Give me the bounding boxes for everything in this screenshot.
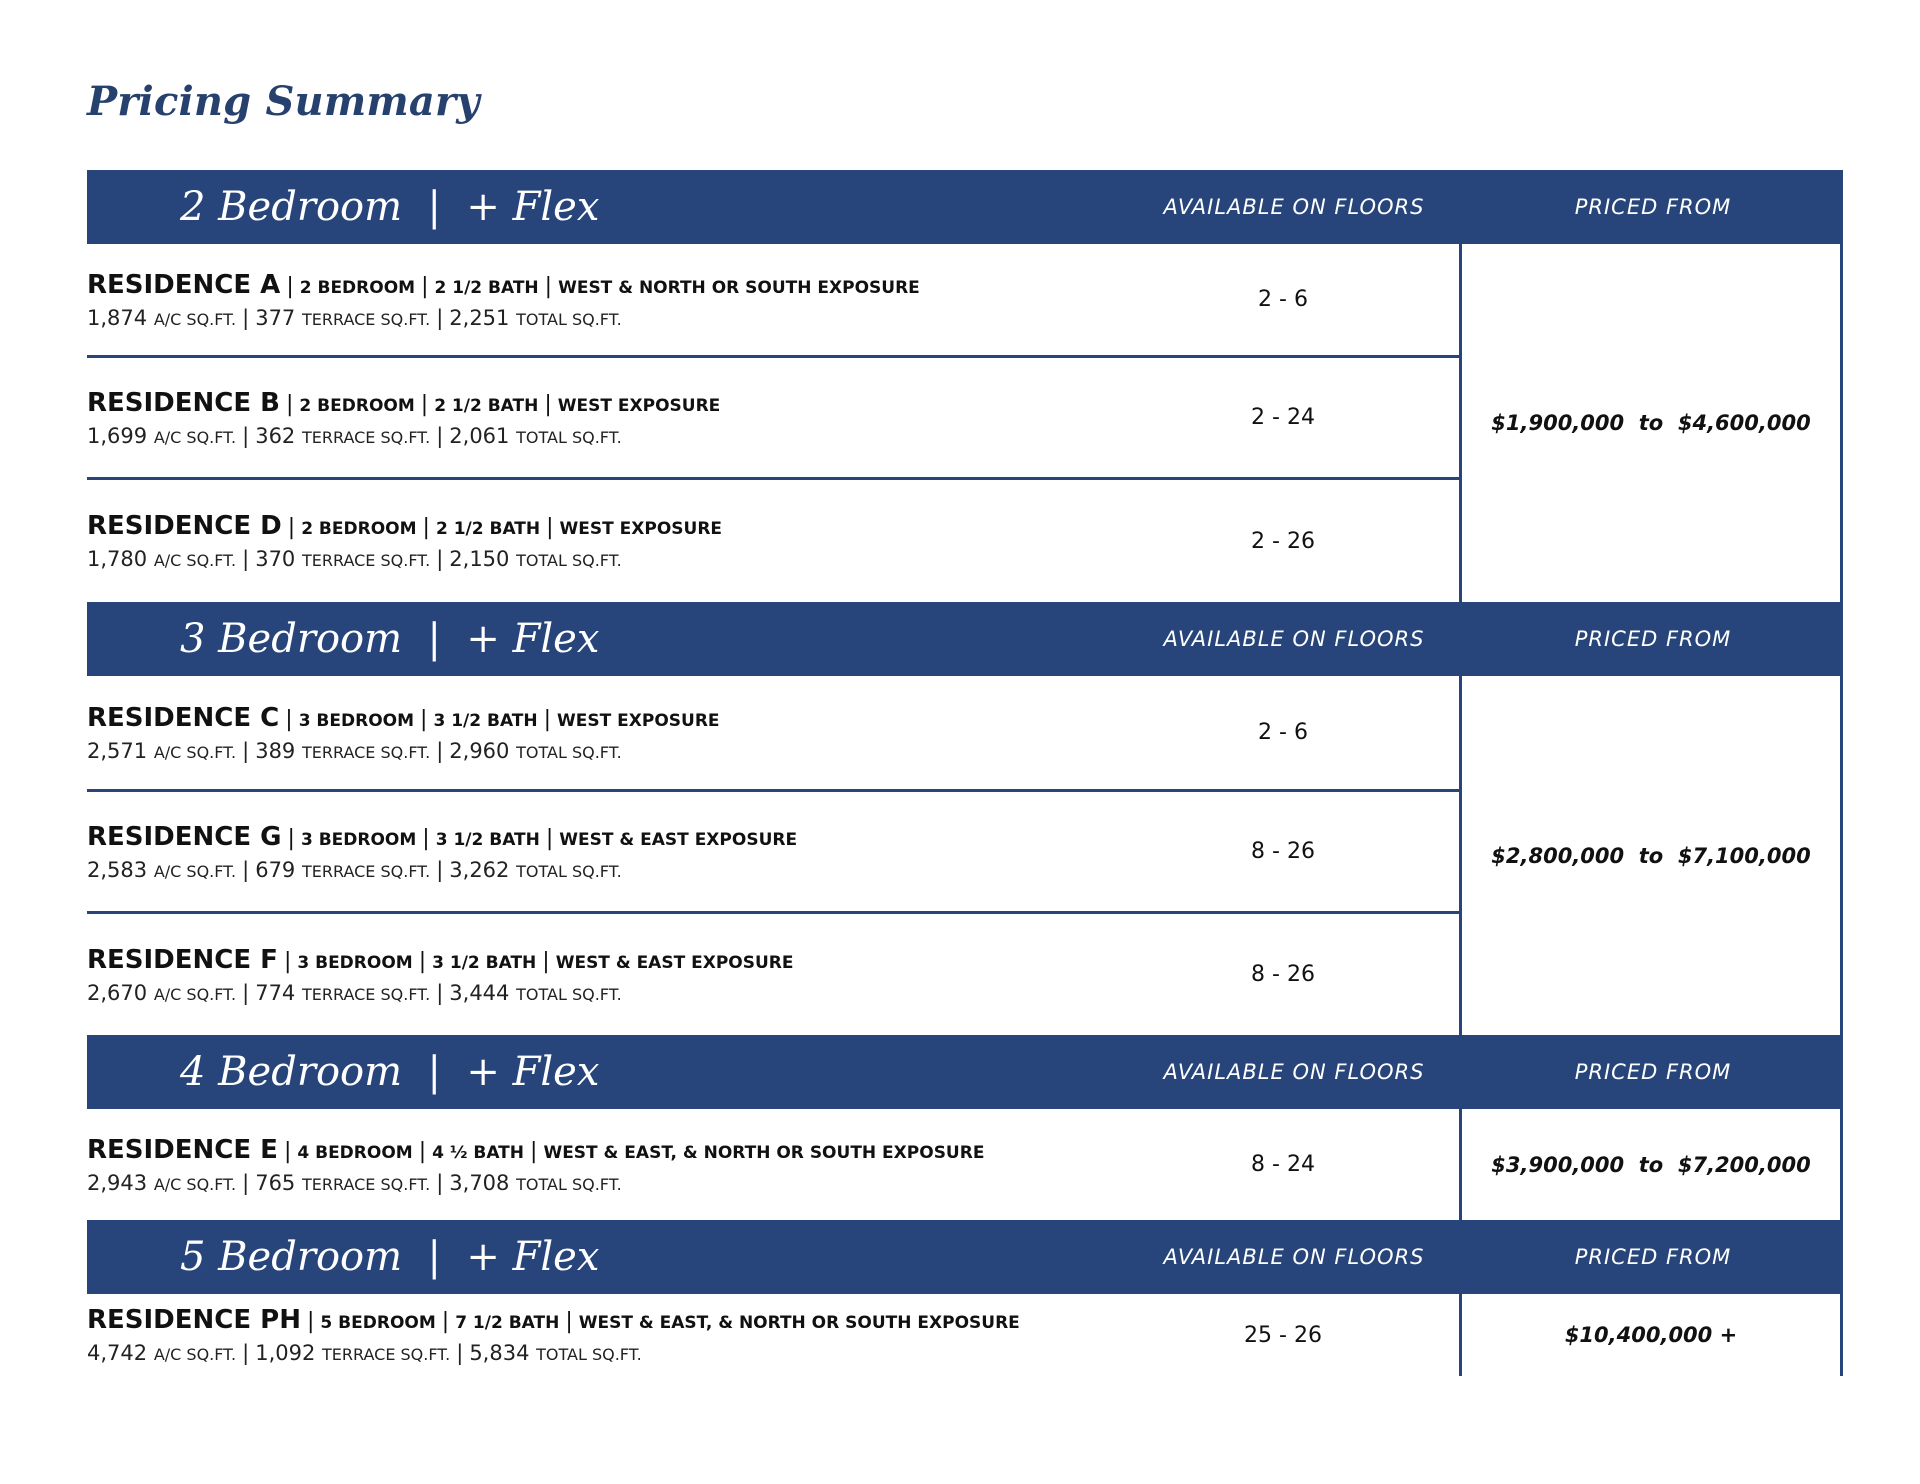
ac-unit: A/C SQ.FT. xyxy=(153,861,237,881)
total-unit: TOTAL SQ.FT. xyxy=(516,861,622,881)
ac-sqft: 2,583 xyxy=(87,857,148,882)
total-sqft: 2,960 xyxy=(449,738,510,763)
floors-value: 2 - 24 xyxy=(1251,405,1315,430)
page-title: Pricing Summary xyxy=(87,78,480,125)
ac-unit: A/C SQ.FT. xyxy=(153,551,237,570)
exposure: WEST & EAST EXPOSURE xyxy=(555,952,794,973)
bedroom-count: 5 BEDROOM xyxy=(320,1313,436,1333)
residence-row xyxy=(87,914,1459,1035)
section-5-bedroom xyxy=(87,1220,1843,1376)
ac-unit: A/C SQ.FT. xyxy=(153,309,237,329)
total-unit: TOTAL SQ.FT. xyxy=(536,1345,642,1364)
bedroom-count: 4 BEDROOM xyxy=(297,1142,413,1163)
price-range: $10,400,000 + xyxy=(1459,1294,1843,1376)
bath-count: 2 1/2 BATH xyxy=(434,277,539,298)
section-4-bedroom xyxy=(87,1035,1843,1220)
floors-value: 2 - 26 xyxy=(1251,528,1315,554)
bedroom-count: 2 BEDROOM xyxy=(299,395,415,416)
terrace-unit: TERRACE SQ.FT. xyxy=(301,861,431,881)
total-unit: TOTAL SQ.FT. xyxy=(516,551,622,570)
exposure: WEST EXPOSURE xyxy=(557,710,720,731)
total-sqft: 3,444 xyxy=(449,980,510,1005)
residence-info: RESIDENCE F | 3 BEDROOM | 3 1/2 BATH | WEST & EAST EXPOSURE 2,670 A/C SQ.FT. | 774 TERRACE SQ.FT. | 3,444 TOTAL SQ.FT. xyxy=(87,944,794,1005)
price-range: $2,800,000 to $7,100,000 xyxy=(1459,676,1843,1035)
terrace-unit: TERRACE SQ.FT. xyxy=(301,551,431,570)
floors-column-header: AVAILABLE ON FLOORS xyxy=(1163,1245,1425,1269)
section-body xyxy=(87,244,1843,602)
residence-row xyxy=(87,676,1459,792)
price-range: $3,900,000 to $7,200,000 xyxy=(1459,1109,1843,1220)
floors-column-header: AVAILABLE ON FLOORS xyxy=(1163,627,1425,651)
residence-info: RESIDENCE B | 2 BEDROOM | 2 1/2 BATH | WEST EXPOSURE 1,699 A/C SQ.FT. | 362 TERRACE SQ.FT. | 2,061 TOTAL SQ.FT. xyxy=(87,387,721,448)
section-2-bedroom xyxy=(87,170,1843,602)
price-column-header: PRICED FROM xyxy=(1574,1060,1732,1084)
residence-info: RESIDENCE E | 4 BEDROOM | 4 ½ BATH | WEST & EAST, & NORTH OR SOUTH EXPOSURE 2,943 A/C SQ.FT. | 765 TERRACE SQ.FT. | 3,708 TOTAL SQ.FT. xyxy=(87,1134,985,1195)
terrace-unit: TERRACE SQ.FT. xyxy=(301,427,431,447)
terrace-unit: TERRACE SQ.FT. xyxy=(301,984,431,1004)
total-sqft: 2,150 xyxy=(449,547,510,571)
section-header xyxy=(87,602,1843,676)
terrace-sqft: 377 xyxy=(255,305,296,330)
bedroom-count: 2 BEDROOM xyxy=(301,519,417,539)
bath-count: 2 1/2 BATH xyxy=(434,395,539,416)
section-body xyxy=(87,1294,1843,1376)
residence-name: RESIDENCE G xyxy=(87,821,282,852)
ac-sqft: 2,943 xyxy=(87,1170,148,1195)
terrace-sqft: 765 xyxy=(255,1170,296,1195)
total-unit: TOTAL SQ.FT. xyxy=(516,984,622,1004)
terrace-unit: TERRACE SQ.FT. xyxy=(322,1345,451,1364)
ac-unit: A/C SQ.FT. xyxy=(153,1345,237,1364)
floors-value: 2 - 6 xyxy=(1258,720,1308,745)
bedroom-count: 3 BEDROOM xyxy=(297,952,413,973)
residence-info: RESIDENCE C | 3 BEDROOM | 3 1/2 BATH | WEST EXPOSURE 2,571 A/C SQ.FT. | 389 TERRACE SQ.FT. | 2,960 TOTAL SQ.FT. xyxy=(87,702,720,763)
section-3-bedroom xyxy=(87,602,1843,1035)
terrace-unit: TERRACE SQ.FT. xyxy=(301,1174,431,1194)
price-range: $1,900,000 to $4,600,000 xyxy=(1459,244,1843,602)
terrace-sqft: 389 xyxy=(255,738,296,763)
total-unit: TOTAL SQ.FT. xyxy=(516,742,622,762)
residence-row xyxy=(87,244,1459,358)
residence-name: RESIDENCE C xyxy=(87,702,280,733)
residence-row xyxy=(87,1109,1459,1220)
floors-column-header: AVAILABLE ON FLOORS xyxy=(1163,195,1425,219)
terrace-unit: TERRACE SQ.FT. xyxy=(301,742,431,762)
price-column-header: PRICED FROM xyxy=(1574,195,1732,219)
residence-info: RESIDENCE PH | 5 BEDROOM | 7 1/2 BATH | WEST & EAST, & NORTH OR SOUTH EXPOSURE 4,742 A/C SQ.FT. | 1,092 TERRACE SQ.FT. | 5,834 TOTAL SQ.FT. xyxy=(87,1305,1020,1365)
floors-value: 8 - 26 xyxy=(1251,962,1315,987)
bath-count: 3 1/2 BATH xyxy=(432,952,537,973)
residence-info: RESIDENCE G | 3 BEDROOM | 3 1/2 BATH | WEST & EAST EXPOSURE 2,583 A/C SQ.FT. | 679 TERRACE SQ.FT. | 3,262 TOTAL SQ.FT. xyxy=(87,821,798,882)
floors-column-header: AVAILABLE ON FLOORS xyxy=(1163,1060,1425,1084)
price-column-header: PRICED FROM xyxy=(1574,1245,1732,1269)
total-sqft: 2,251 xyxy=(449,305,510,330)
floors-value: 8 - 26 xyxy=(1251,839,1315,864)
bath-count: 7 1/2 BATH xyxy=(455,1313,560,1333)
section-body xyxy=(87,676,1843,1035)
residence-row xyxy=(87,480,1459,602)
residence-info: RESIDENCE D | 2 BEDROOM | 2 1/2 BATH | WEST EXPOSURE 1,780 A/C SQ.FT. | 370 TERRACE SQ.FT. | 2,150 TOTAL SQ.FT. xyxy=(87,511,723,571)
exposure: WEST & EAST, & NORTH OR SOUTH EXPOSURE xyxy=(578,1313,1020,1333)
exposure: WEST EXPOSURE xyxy=(559,519,723,539)
bath-count: 4 ½ BATH xyxy=(432,1142,525,1163)
total-unit: TOTAL SQ.FT. xyxy=(516,1174,622,1194)
terrace-sqft: 362 xyxy=(255,423,296,448)
section-header xyxy=(87,1220,1843,1294)
total-sqft: 3,262 xyxy=(449,857,510,882)
ac-unit: A/C SQ.FT. xyxy=(153,1174,237,1194)
section-title: 2 Bedroom | + Flex xyxy=(180,184,600,230)
total-sqft: 5,834 xyxy=(469,1341,530,1365)
section-header xyxy=(87,1035,1843,1109)
section-title: 5 Bedroom | + Flex xyxy=(180,1234,600,1280)
floors-value: 8 - 24 xyxy=(1251,1152,1315,1177)
exposure: WEST & NORTH OR SOUTH EXPOSURE xyxy=(558,277,920,298)
ac-unit: A/C SQ.FT. xyxy=(153,984,237,1004)
ac-unit: A/C SQ.FT. xyxy=(153,742,237,762)
total-unit: TOTAL SQ.FT. xyxy=(516,427,622,447)
section-header xyxy=(87,170,1843,244)
bath-count: 3 1/2 BATH xyxy=(433,710,538,731)
residence-name: RESIDENCE E xyxy=(87,1134,278,1165)
exposure: WEST EXPOSURE xyxy=(557,395,721,416)
section-body xyxy=(87,1109,1843,1220)
ac-sqft: 1,699 xyxy=(87,423,148,448)
ac-unit: A/C SQ.FT. xyxy=(153,427,237,447)
residence-info: RESIDENCE A | 2 BEDROOM | 2 1/2 BATH | WEST & NORTH OR SOUTH EXPOSURE 1,874 A/C SQ.FT. | 377 TERRACE SQ.FT. | 2,251 TOTAL SQ.FT. xyxy=(87,269,920,330)
terrace-sqft: 679 xyxy=(255,857,296,882)
residence-row xyxy=(87,358,1459,480)
bedroom-count: 2 BEDROOM xyxy=(299,277,416,298)
ac-sqft: 1,780 xyxy=(87,547,148,571)
bath-count: 3 1/2 BATH xyxy=(435,829,540,850)
residence-name: RESIDENCE A xyxy=(87,269,281,300)
residence-row xyxy=(87,792,1459,914)
residence-name: RESIDENCE PH xyxy=(87,1305,301,1335)
residence-name: RESIDENCE B xyxy=(87,387,280,418)
floors-value: 25 - 26 xyxy=(1244,1322,1322,1348)
ac-sqft: 1,874 xyxy=(87,305,148,330)
bath-count: 2 1/2 BATH xyxy=(435,519,541,539)
total-sqft: 2,061 xyxy=(449,423,510,448)
section-title: 4 Bedroom | + Flex xyxy=(180,1049,600,1095)
pricing-table xyxy=(87,170,1843,1376)
ac-sqft: 4,742 xyxy=(87,1341,148,1365)
residence-name: RESIDENCE D xyxy=(87,511,282,541)
bedroom-count: 3 BEDROOM xyxy=(300,829,417,850)
terrace-sqft: 1,092 xyxy=(255,1341,316,1365)
terrace-unit: TERRACE SQ.FT. xyxy=(301,309,431,329)
total-sqft: 3,708 xyxy=(449,1170,510,1195)
ac-sqft: 2,670 xyxy=(87,980,148,1005)
residence-row xyxy=(87,1294,1459,1376)
section-title: 3 Bedroom | + Flex xyxy=(180,616,600,662)
ac-sqft: 2,571 xyxy=(87,738,148,763)
terrace-sqft: 370 xyxy=(255,547,296,571)
exposure: WEST & EAST, & NORTH OR SOUTH EXPOSURE xyxy=(543,1142,985,1163)
residence-name: RESIDENCE F xyxy=(87,944,278,975)
total-unit: TOTAL SQ.FT. xyxy=(516,309,622,329)
price-column-header: PRICED FROM xyxy=(1574,627,1732,651)
bedroom-count: 3 BEDROOM xyxy=(298,710,415,731)
terrace-sqft: 774 xyxy=(255,980,296,1005)
floors-value: 2 - 6 xyxy=(1258,287,1308,312)
exposure: WEST & EAST EXPOSURE xyxy=(559,829,798,850)
